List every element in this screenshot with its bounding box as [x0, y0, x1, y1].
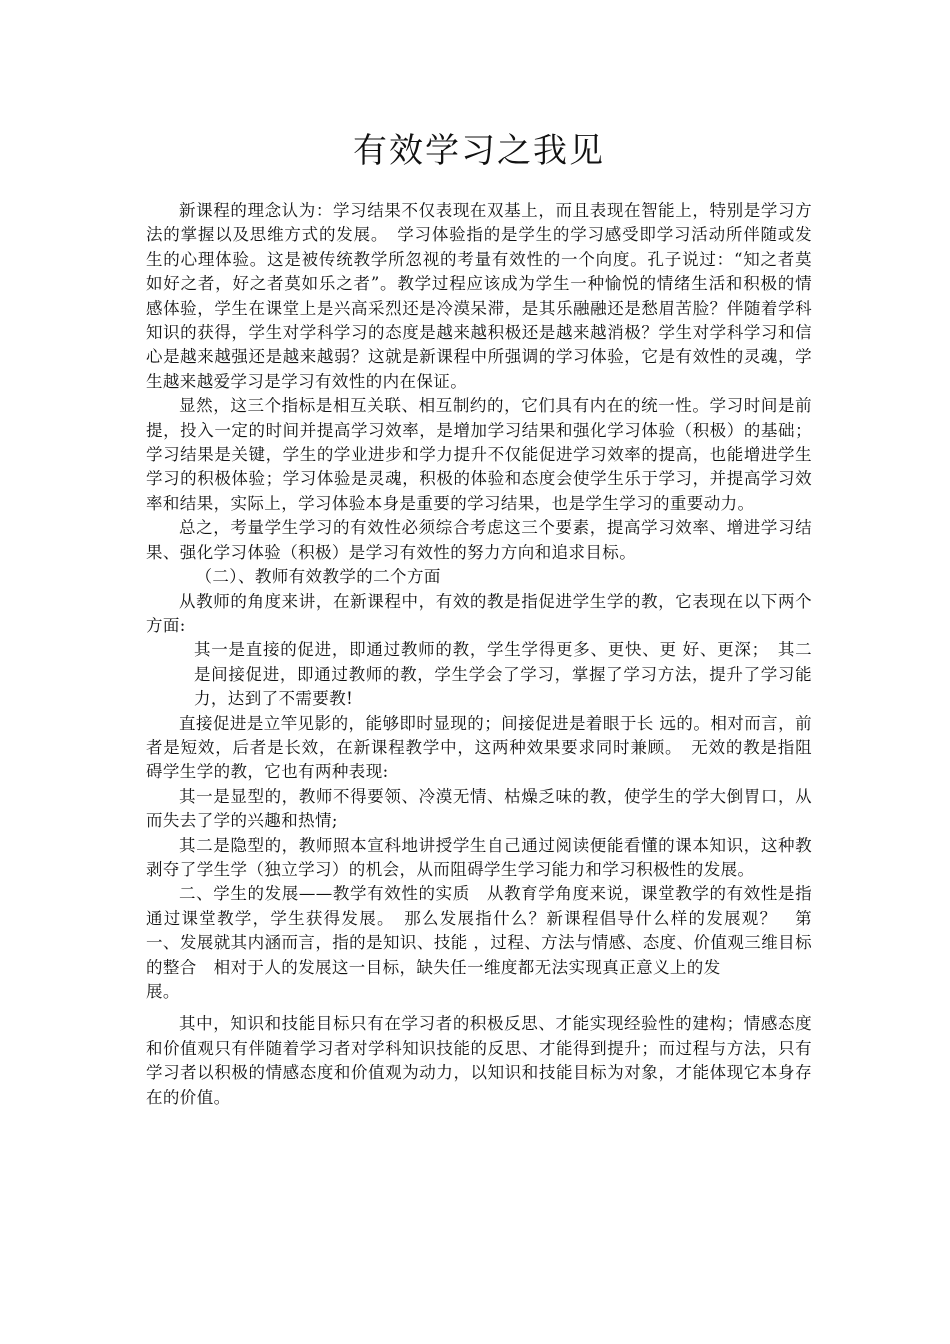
document-body: [146, 199, 812, 1110]
paragraph-summary: 总之，考量学生学习的有效性必须综合考虑这三个要素，提高学习效率、增进学习结果、强化学习体验（积极）是学习有效性的努力方向和追求目标。: [146, 518, 812, 562]
paragraph-direct-indirect-promotion: 其一是直接的促进，即通过教师的教，学生学得更多、更快、更 好、更深； 其二是间接促进，即通过教师的教，学生学会了学习，掌握了学习方法，提升了学习能力，达到了不需要教!: [194, 640, 812, 709]
document-title: 有效学习之我见: [353, 131, 605, 171]
paragraph-knowledge-skills: 其中，知识和技能目标只有在学习者的积极反思、才能实现经验性的建构；情感态度和价值观只有伴随着学习者对学科知识技能的反思、才能得到提升；而过程与方法，只有学习者以积极的情感态度和价值观为动力，以知识和技能目标为对象，才能体现它本身存在的价值。: [146, 1014, 812, 1107]
paragraph-explicit-type: 其一是显型的，教师不得要领、冷漠无情、枯燥乏味的教，使学生的学大倒胃口，从而失去了学的兴趣和热情;: [146, 786, 812, 831]
section-heading-teacher: （二）、教师有效教学的二个方面: [195, 567, 441, 587]
paragraph-short-long-effect: 直接促进是立竿见影的，能够即时显现的；间接促进是着眼于长 远的。相对而言，前者是短效，后者是长效，在新课程教学中，这两种效果要求同时兼顾。 无效的教是指阻碍学生学的教，它也有两种表现:: [146, 713, 812, 782]
paragraph-learning-experience: 新课程的理念认为：学习结果不仅表现在双基上，而且表现在智能上，特别是学习方法的掌握以及思维方式的发展。 学习体验指的是学生的学习感受即学习活动所伴随或发生的心理体验。这是被传统教学所忽视的考量有效性的一个向度。孔子说过：“知之者莫如好之者，好之者莫如乐之者”。教学过程应该成为学生一种愉悦的情绪生活和积极的情感体验，学生在课堂上是兴高采烈还是冷漠呆滞，是其乐融融还是愁眉苦脸？伴随着学科知识的获得，学生对学科学习的态度是越来越积极还是越来越消极？学生对学科学习和信心是越来越强还是越来越弱？这就是新课程中所强调的学习体验，它是有效性的灵魂，学生越来越爱学习是学习有效性的内在保证。: [146, 201, 812, 391]
paragraph-teacher-perspective: 从教师的角度来讲，在新课程中，有效的教是指促进学生学的教，它表现在以下两个方面:: [146, 591, 812, 635]
paragraph-three-indicators: 显然，这三个指标是相互关联、相互制约的，它们具有内在的统一性。学习时间是前提，投入一定的时间并提高学习效率，是增加学习结果和强化学习体验（积极）的基础；学习结果是关键，学生的学业进步和学力提升不仅能促进学习效率的提高，也能增进学生学习的积极体验；学习体验是灵魂，积极的体验和态度会使学生乐于学习，并提高学习效率和结果，实际上，学习体验本身是重要的学习结果，也是学生学习的重要动力。: [146, 396, 812, 513]
paragraph-development-end: 展。: [146, 982, 180, 1001]
paragraph-student-development: 二、学生的发展——教学有效性的实质 从教育学角度来说，课堂教学的有效性是指通过课堂教学，学生获得发展。 那么发展指什么？新课程倡导什么样的发展观？ 第一、发展就其内涵而言，指的是知识、技能 ，过程、方法与情感、态度、价值观三维目标的整合 相对于人的发展这一目标，缺失任一维度都无法实现真正意义上的发: [146, 884, 812, 977]
paragraph-implicit-type: 其二是隐型的，教师照本宣科地讲授学生自己通过阅读便能看懂的课本知识，这种教剥夺了学生学（独立学习）的机会，从而阻碍学生学习能力和学习积极性的发展。: [146, 835, 812, 879]
